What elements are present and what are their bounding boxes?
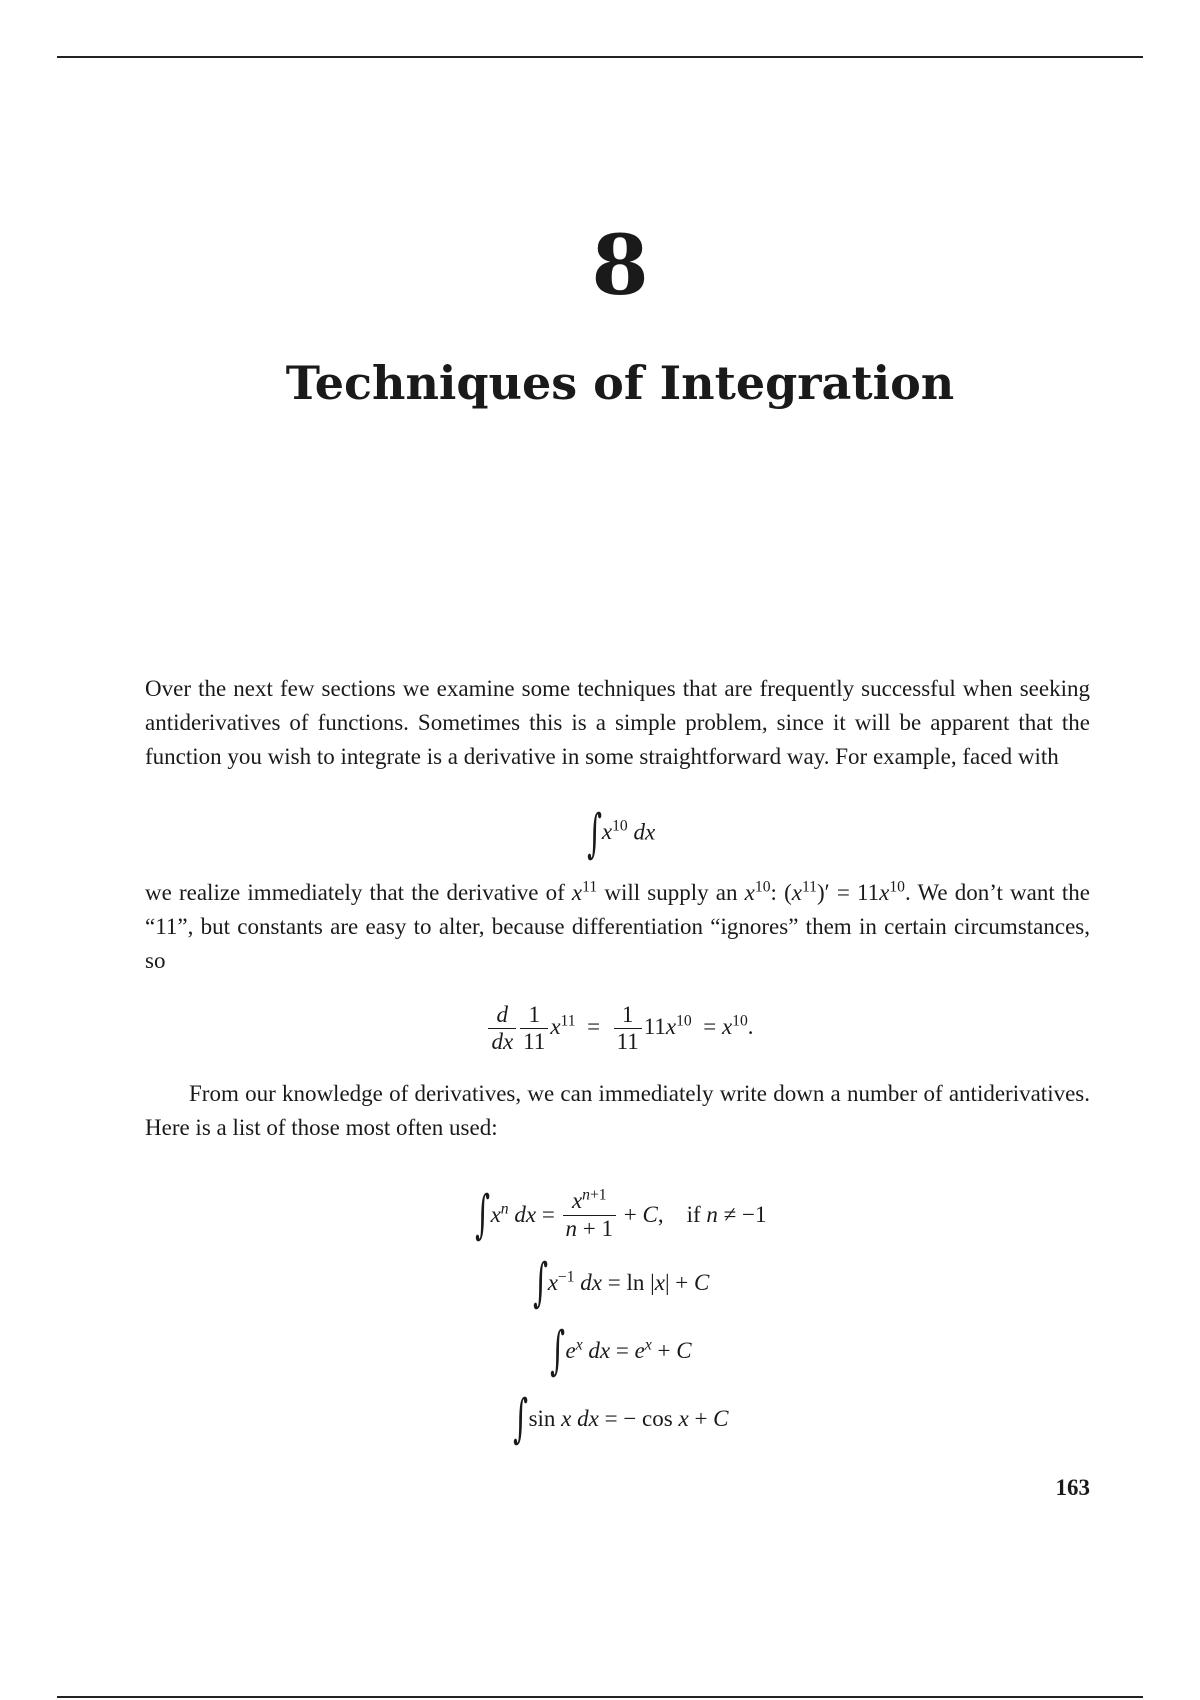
derivative-check-equation: $\frac{d}{dx}$ $\frac{1}{11}$ $x^{11}$ = $\frac{1}{11}$ $11x^{10} = x^{10}$. <box>0 1002 1200 1056</box>
p2-text-a: we realize immediately that the derivative of <box>145 880 572 905</box>
page-number: 163 <box>1055 1475 1090 1500</box>
formula-sine: ∫ sin x dx = − cos x + C <box>513 1389 729 1449</box>
p2-text-d: . We don’t want the “11”, but constants are easy to alter, because differentiation “ignores” them in certain circumstances, so <box>145 880 1090 973</box>
intro-paragraph-3: From our knowledge of derivatives, we can immediately write down a number of antiderivatives. Here is a list of those most often used: <box>145 1081 1090 1140</box>
formula-reciprocal: ∫ $x^{-1}$ dx = ln | x | + C <box>532 1253 710 1313</box>
top-rule <box>57 56 1143 58</box>
example-integral: $\int x^{10}$ dx <box>586 804 656 864</box>
p2-text-b: will supply an <box>597 880 745 905</box>
bottom-rule <box>57 1696 1143 1698</box>
chapter-title: Techniques of Integration <box>285 356 955 410</box>
formula-exponential: ∫ $e^x$ dx = $e^x$ + C <box>550 1321 692 1381</box>
formula-power-rule: ∫ $x^n$ dx = $\frac{x^{n+1}}{n + 1}$ + C , if n ≠ −1 <box>475 1185 767 1245</box>
intro-paragraph-2: we realize immediately that the derivative of $x^{11}$ will supply an $x^{10}$: $(x^{11})' = 11x^{10}$. We don’t want the “11”, but constants are easy to alter, because differentiation “ignores” them in certain circumstances, so <box>145 878 1090 973</box>
intro-paragraph-1: Over the next few sections we examine some techniques that are frequently successful when seeking antiderivatives of functions. Sometimes this is a simple problem, since it will be apparent that the function you wish to integrate is a derivative in some straightforward way. For example, faced with <box>145 676 1090 769</box>
p2-text-c: : <box>770 880 785 905</box>
chapter-number: 8 <box>591 218 649 314</box>
condition-word: if <box>686 1202 701 1227</box>
